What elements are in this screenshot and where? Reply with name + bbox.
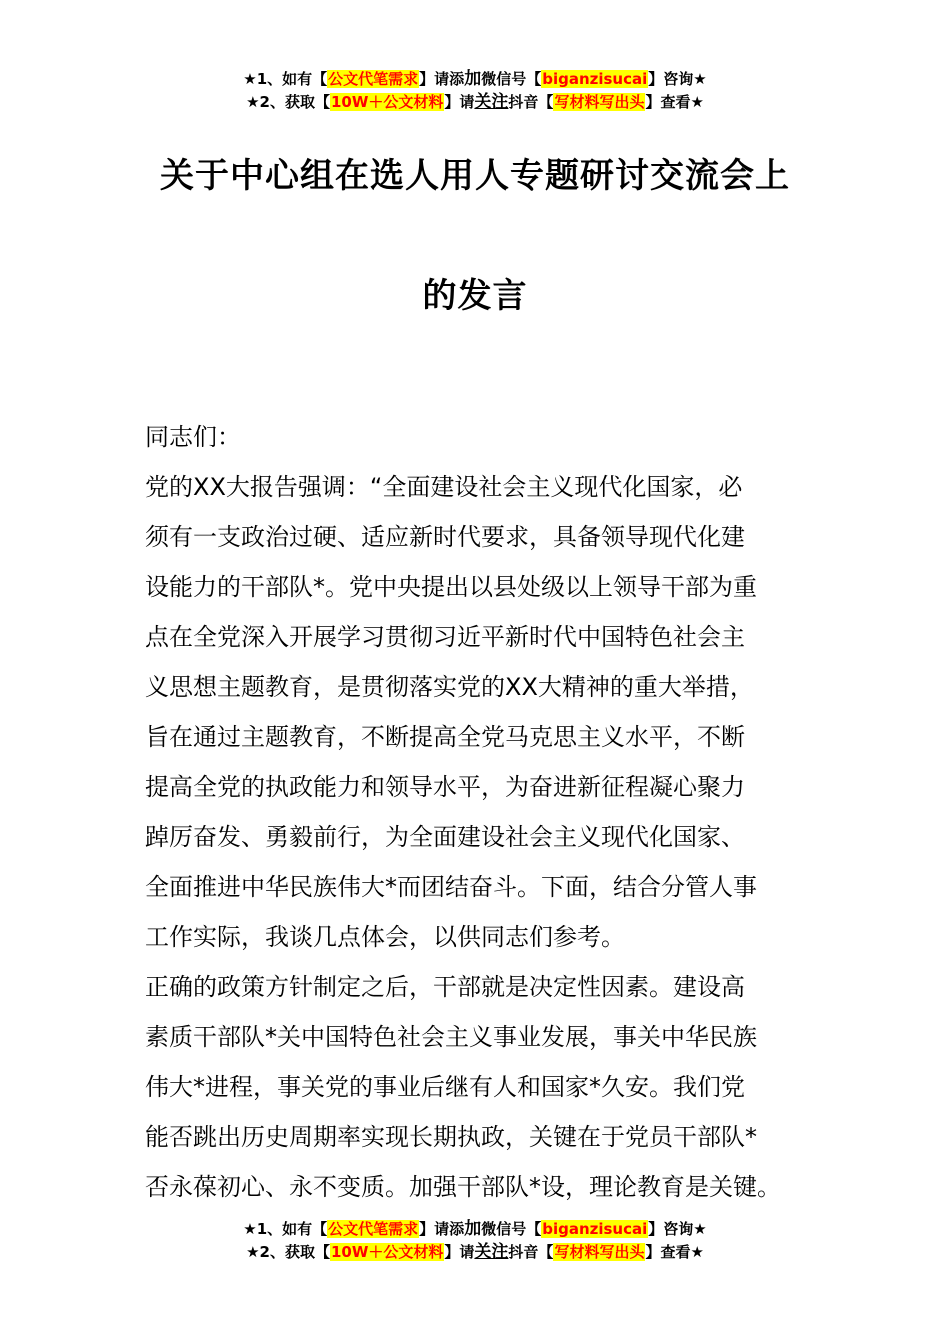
promo-text: 抖音【 [508,93,554,111]
promo-text: 微信号【 [481,1220,542,1238]
body-line: 能否跳出历史周期率实现长期执政，关键在于党员干部队* [145,1123,757,1151]
document-title-line-2: 的发言 [422,276,528,316]
document-title-line-1: 关于中心组在选人用人专题研讨交流会上 [160,156,790,196]
body-line: 素质干部队*关中国特色社会主义事业发展，事关中华民族 [145,1023,757,1051]
promo-emphasis: 加 [464,69,482,89]
promo-text: 】请添 [419,70,465,88]
body-line: 否永葆初心、永不变质。加强干部队*设，理论教育是关键。 [145,1173,781,1201]
promo-text: ★2、获取【 [246,1243,330,1261]
promo-highlight-wechat: biganzisucai [542,70,648,88]
body-line: 点在全党深入开展学习贯彻习近平新时代中国特色社会主 [145,623,745,651]
promo-line-2 [0,91,950,114]
promo-banner-top [0,68,950,114]
body-line: 踔厉奋发、勇毅前行，为全面建设社会主义现代化国家、 [145,823,745,851]
promo-text: ★1、如有【 [243,1220,328,1238]
promo-emphasis: 关注 [474,92,509,112]
promo-text: 】咨询★ [648,1220,707,1238]
body-line: 伟大*进程，事关党的事业后继有人和国家*久安。我们党 [145,1073,745,1101]
promo-highlight-materials: 10W＋公文材料 [330,93,444,111]
promo-line-1 [0,1218,950,1241]
promo-text: 】咨询★ [648,70,707,88]
promo-highlight-wechat: biganzisucai [542,1220,648,1238]
body-line: 提高全党的执政能力和领导水平，为奋进新征程凝心聚力 [145,773,745,801]
promo-highlight-douyin: 写材料写出头 [554,93,645,111]
promo-emphasis: 关注 [474,1242,509,1262]
body-line: 全面推进中华民族伟大*而团结奋斗。下面，结合分管人事 [145,873,757,901]
promo-text: 微信号【 [481,70,542,88]
promo-text: ★1、如有【 [243,70,328,88]
body-line: 正确的政策方针制定之后，干部就是决定性因素。建设高 [145,973,745,1001]
promo-highlight-douyin: 写材料写出头 [554,1243,645,1261]
promo-highlight-service: 公文代笔需求 [328,1220,419,1238]
body-line: 设能力的干部队*。党中央提出以县处级以上领导干部为重 [145,573,757,601]
promo-text: 】查看★ [645,93,704,111]
body-line: 党的XX大报告强调：“全面建设社会主义现代化国家，必 [145,473,743,501]
body-line: 旨在通过主题教育，不断提高全党马克思主义水平，不断 [145,723,745,751]
promo-emphasis: 加 [464,1219,482,1239]
body-line: 义思想主题教育，是贯彻落实党的XX大精神的重大举措， [145,673,754,701]
promo-text: ★2、获取【 [246,93,330,111]
promo-text: 抖音【 [508,1243,554,1261]
document-body [145,412,825,1212]
promo-text: 】查看★ [645,1243,704,1261]
promo-line-1 [0,68,950,91]
promo-highlight-service: 公文代笔需求 [328,70,419,88]
promo-highlight-materials: 10W＋公文材料 [330,1243,444,1261]
body-line: 同志们： [145,423,241,451]
body-line: 工作实际，我谈几点体会，以供同志们参考。 [145,923,625,951]
body-line: 须有一支政治过硬、适应新时代要求，具备领导现代化建 [145,523,745,551]
promo-banner-bottom [0,1218,950,1264]
promo-text: 】请添 [419,1220,465,1238]
promo-text: 】请 [444,1243,475,1261]
promo-text: 】请 [444,93,475,111]
promo-line-2 [0,1241,950,1264]
